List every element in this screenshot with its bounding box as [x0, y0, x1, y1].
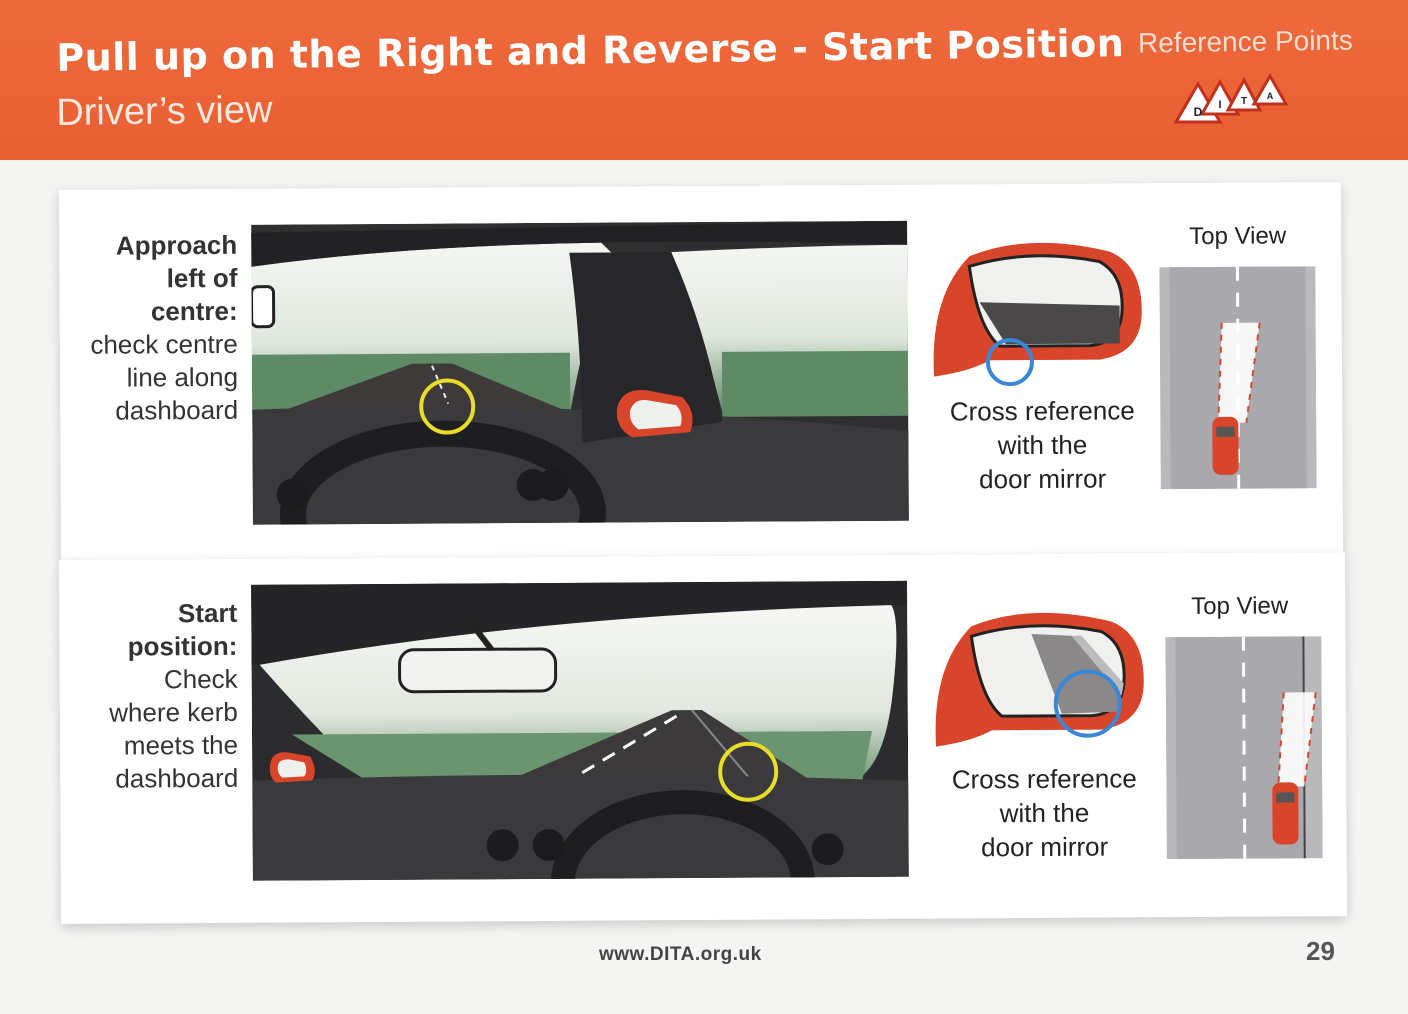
dita-logo	[1172, 70, 1312, 130]
label-bold-line: Start	[177, 597, 238, 629]
label-bold-line: left of	[166, 262, 238, 294]
page-subtitle: Driver’s view	[56, 88, 273, 134]
panel-1-label	[67, 229, 238, 428]
top-view-label-1: Top View	[1189, 222, 1287, 251]
page-header	[0, 0, 1408, 160]
logo-letter-d: D	[1193, 105, 1203, 119]
panel-approach	[59, 182, 1343, 560]
section-label: Reference Points	[1137, 24, 1353, 59]
label-bold-line: position:	[127, 630, 238, 662]
driver-view-scene-1	[251, 221, 909, 525]
label-line: dashboard	[115, 762, 239, 794]
logo-letter-a: A	[1266, 91, 1274, 101]
label-line: line along	[126, 361, 239, 393]
door-mirror-image-1	[929, 235, 1150, 386]
logo-letter-i: I	[1218, 99, 1222, 111]
label-line: dashboard	[115, 394, 239, 426]
footer-url: www.DITA.org.uk	[599, 944, 762, 965]
mirror-caption-2: Cross reference with the door mirror	[951, 763, 1137, 863]
page-title: Pull up on the Right and Reverse - Start Position	[56, 21, 1125, 80]
door-mirror-image-2	[931, 605, 1152, 756]
label-line: meets the	[123, 729, 239, 761]
label-bold-line: Approach	[115, 229, 238, 261]
label-bold-line: centre:	[150, 295, 238, 327]
page-number: 29	[1306, 936, 1335, 966]
panel-2-label	[67, 597, 238, 796]
label-line: where kerb	[109, 696, 238, 728]
label-line: Check	[163, 663, 238, 695]
mirror-caption-1: Cross reference with the door mirror	[949, 395, 1135, 495]
top-view-diagram-1	[1159, 266, 1316, 489]
top-view-diagram-2	[1165, 636, 1322, 859]
top-view-label-2: Top View	[1191, 592, 1289, 621]
panel-start-position	[59, 552, 1347, 924]
logo-letter-t: T	[1240, 96, 1248, 107]
driver-view-scene-2	[251, 581, 909, 881]
label-line: check centre	[90, 328, 238, 360]
